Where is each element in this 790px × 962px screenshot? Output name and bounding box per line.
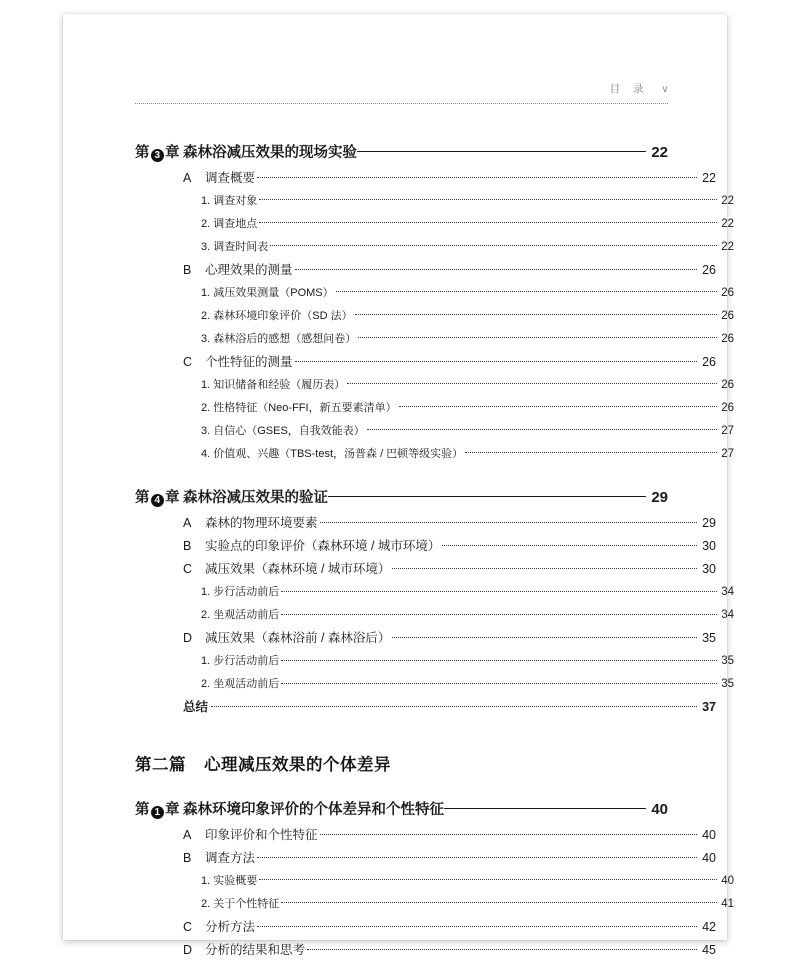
chapter-label <box>135 143 183 163</box>
running-head <box>135 74 668 104</box>
item-page-number: 26 <box>721 286 734 299</box>
item-page-number: 26 <box>721 401 734 414</box>
chapter-leader-rule <box>328 488 646 503</box>
list-item[interactable] <box>135 236 734 259</box>
item-leader-dots <box>279 896 718 907</box>
item-title: 2. 森林环境印象评价（SD 法） <box>201 309 353 322</box>
section-title: 减压效果（森林环境 / 城市环境） <box>205 562 391 576</box>
item-page-number: 35 <box>721 678 734 690</box>
section-row[interactable] <box>135 512 716 535</box>
item-title: 4. 价值观、兴趣（TBS-test，汤普森 / 巴顿等级实验） <box>201 447 464 460</box>
item-leader-dots <box>345 377 718 388</box>
list-item[interactable] <box>135 305 734 328</box>
chapter-label-suffix: 章 <box>165 490 180 506</box>
section-page-number: 30 <box>702 539 716 553</box>
item-title: 3. 调查时间表 <box>201 240 269 253</box>
item-title: 2. 关于个性特征 <box>201 897 280 910</box>
chapter-page-number: 29 <box>651 489 668 506</box>
section-title: 调查概要 <box>205 170 256 185</box>
section-title: 分析方法 <box>205 919 256 934</box>
section-title: 心理效果的测量 <box>205 262 293 277</box>
section-letter: C <box>183 562 193 576</box>
item-title: 1. 减压效果测量（POMS） <box>201 286 334 299</box>
section-title: 减压效果（森林浴前 / 森林浴后） <box>205 631 391 645</box>
summary-leader-dots <box>208 699 698 712</box>
section-leader-dots <box>255 918 698 931</box>
chapter-row[interactable] <box>135 488 668 509</box>
list-item[interactable] <box>135 581 734 604</box>
item-page-number: 34 <box>721 609 734 621</box>
section-page-number: 26 <box>702 354 716 369</box>
list-item[interactable] <box>135 604 734 627</box>
list-item[interactable] <box>135 374 734 397</box>
chapter-leader-rule <box>357 142 646 157</box>
section-title: 分析的结果和思考 <box>205 942 306 957</box>
section-leader-dots <box>440 538 698 551</box>
section-letter: B <box>183 539 192 553</box>
section-row[interactable] <box>135 824 716 847</box>
summary-row[interactable] <box>135 696 716 719</box>
item-page-number: 27 <box>721 424 734 437</box>
section-letter: B <box>183 262 192 277</box>
chapter-title: 森林浴减压效果的现场实验 <box>183 144 357 161</box>
item-title: 2. 性格特征（Neo-FFI，新五要素清单） <box>201 401 397 414</box>
item-title: 1. 实验概要 <box>201 874 258 887</box>
section-row[interactable] <box>135 167 716 190</box>
section-title: 调查方法 <box>205 850 256 865</box>
item-title: 1. 步行活动前后 <box>201 586 280 598</box>
section-leader-dots <box>255 849 698 862</box>
section-page-number: 26 <box>702 262 716 277</box>
item-leader-dots <box>356 331 718 342</box>
item-title: 2. 坐观活动前后 <box>201 678 280 690</box>
summary-page-number: 37 <box>702 700 716 714</box>
section-row[interactable] <box>135 939 716 962</box>
section-row[interactable] <box>135 916 716 939</box>
section-leader-dots <box>293 261 698 274</box>
section-row[interactable] <box>135 558 716 581</box>
section-letter: D <box>183 942 193 957</box>
list-item[interactable] <box>135 420 734 443</box>
list-item[interactable] <box>135 673 734 696</box>
section-leader-dots <box>318 826 698 839</box>
table-of-contents <box>135 142 734 962</box>
section-row[interactable] <box>135 847 716 870</box>
chapter-label <box>135 488 183 508</box>
chapter-title: 森林环境印象评价的个体差异和个性特征 <box>183 801 444 818</box>
item-page-number: 26 <box>721 378 734 391</box>
section-row[interactable] <box>135 535 716 558</box>
running-head-folio: v <box>662 84 668 95</box>
section-letter: D <box>183 631 193 645</box>
item-title: 2. 坐观活动前后 <box>201 609 280 621</box>
item-title: 1. 步行活动前后 <box>201 655 280 667</box>
item-leader-dots <box>397 400 718 411</box>
item-page-number: 22 <box>721 240 734 253</box>
spacer <box>135 466 668 488</box>
section-leader-dots <box>390 630 698 643</box>
running-head-title: 目 录 <box>609 83 649 95</box>
item-page-number: 41 <box>721 897 734 910</box>
item-title: 1. 知识储备和经验（履历表） <box>201 378 346 391</box>
chapter-leader-rule <box>444 799 646 814</box>
spacer <box>135 775 668 799</box>
section-page-number: 30 <box>702 562 716 576</box>
part-heading <box>135 751 668 775</box>
summary-title: 总结 <box>183 700 209 714</box>
list-item[interactable] <box>135 650 734 673</box>
chapter-label-prefix: 第 <box>135 144 150 161</box>
item-page-number: 26 <box>721 332 734 345</box>
section-row[interactable] <box>135 351 716 374</box>
section-title: 印象评价和个性特征 <box>205 827 318 842</box>
list-item[interactable] <box>135 893 734 916</box>
list-item[interactable] <box>135 190 734 213</box>
running-head-text <box>610 81 668 96</box>
section-title: 个性特征的测量 <box>205 354 293 369</box>
section-page-number: 22 <box>702 170 716 185</box>
chapter-title: 森林浴减压效果的验证 <box>183 490 328 506</box>
item-title: 3. 森林浴后的感想（感想问卷） <box>201 332 357 345</box>
section-leader-dots <box>255 169 698 182</box>
list-item[interactable] <box>135 443 734 466</box>
section-leader-dots <box>318 515 698 528</box>
section-title: 实验点的印象评价（森林环境 / 城市环境） <box>205 539 441 553</box>
chapter-page-number: 22 <box>651 143 668 161</box>
chapter-label-prefix: 第 <box>135 490 150 506</box>
item-title: 3. 自信心（GSES，自我效能表） <box>201 424 365 437</box>
section-page-number: 42 <box>702 919 716 934</box>
item-page-number: 27 <box>721 447 734 460</box>
item-leader-dots <box>334 285 718 296</box>
section-row[interactable] <box>135 259 716 282</box>
list-item[interactable] <box>135 397 734 420</box>
item-leader-dots <box>257 193 718 204</box>
item-leader-dots <box>257 216 718 227</box>
running-head-rule <box>135 103 668 104</box>
list-item[interactable] <box>135 213 734 236</box>
item-leader-dots <box>257 873 718 884</box>
chapter-number-badge: 1 <box>151 806 164 819</box>
chapter-label <box>135 800 183 820</box>
item-page-number: 22 <box>721 194 734 207</box>
item-leader-dots <box>279 653 718 664</box>
item-leader-dots <box>279 607 718 618</box>
part-number: 第二篇 <box>135 756 186 774</box>
chapter-row[interactable] <box>135 799 668 820</box>
section-page-number: 45 <box>702 942 716 957</box>
page-sheet <box>63 14 734 957</box>
section-leader-dots <box>390 561 698 574</box>
section-letter: A <box>183 516 192 530</box>
section-letter: B <box>183 850 192 865</box>
chapter-page-number: 40 <box>651 800 668 818</box>
item-page-number: 40 <box>721 874 734 887</box>
item-page-number: 26 <box>721 309 734 322</box>
list-item[interactable] <box>135 328 734 351</box>
item-leader-dots <box>463 446 718 457</box>
item-leader-dots <box>365 423 718 434</box>
section-title: 森林的物理环境要素 <box>205 516 318 530</box>
section-letter: A <box>183 827 192 842</box>
item-title: 1. 调查对象 <box>201 194 258 207</box>
chapter-number-badge: 3 <box>151 149 164 162</box>
spacer <box>135 719 668 751</box>
item-title: 2. 调查地点 <box>201 217 258 230</box>
section-row[interactable] <box>135 627 716 650</box>
section-page-number: 40 <box>702 850 716 865</box>
section-letter: A <box>183 170 192 185</box>
list-item[interactable] <box>135 870 734 893</box>
item-page-number: 22 <box>721 217 734 230</box>
section-leader-dots <box>293 353 698 366</box>
chapter-label-prefix: 第 <box>135 801 150 818</box>
list-item[interactable] <box>135 282 734 305</box>
item-leader-dots <box>279 584 718 595</box>
part-title: 心理减压效果的个体差异 <box>204 756 391 774</box>
chapter-label-suffix: 章 <box>165 144 180 161</box>
item-leader-dots <box>353 308 718 319</box>
section-page-number: 40 <box>702 827 716 842</box>
section-page-number: 29 <box>702 516 716 530</box>
section-letter: C <box>183 919 193 934</box>
item-page-number: 35 <box>721 655 734 667</box>
section-leader-dots <box>305 941 698 954</box>
section-letter: C <box>183 354 193 369</box>
item-page-number: 34 <box>721 586 734 598</box>
chapter-label-suffix: 章 <box>165 801 180 818</box>
section-page-number: 35 <box>702 631 716 645</box>
item-leader-dots <box>268 239 718 250</box>
chapter-number-badge: 4 <box>151 494 164 507</box>
chapter-row[interactable] <box>135 142 668 163</box>
item-leader-dots <box>279 676 718 687</box>
